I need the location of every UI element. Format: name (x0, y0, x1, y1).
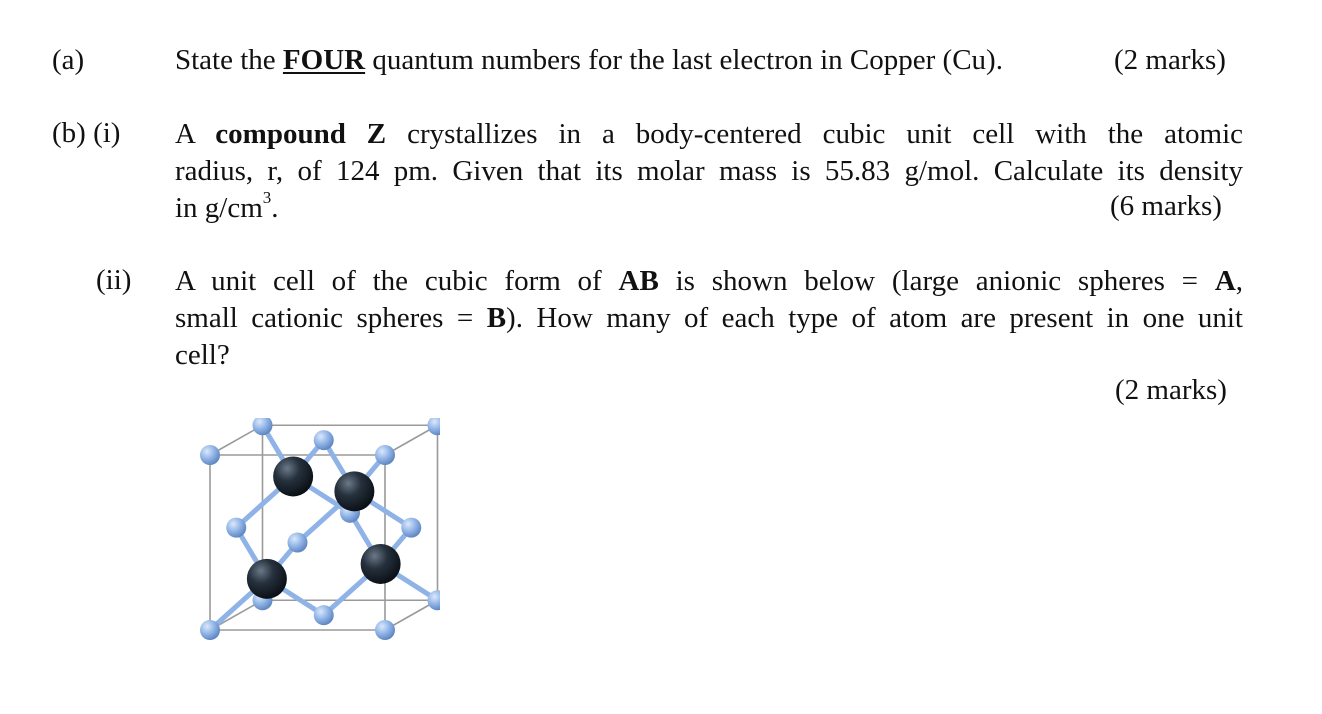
question-b-i-line-2: radius, r, of 124 pm. Given that its molar mass is 55.83 g/mol. Calculate its density (175, 155, 1243, 187)
question-b-ii-line-1: A unit cell of the cubic form of AB is shown below (large anionic spheres = A, (175, 265, 1244, 297)
question-b-i-text (175, 116, 1243, 227)
compound-z-bold: compound Z (215, 118, 387, 150)
question-b-i-line-1: A compound Z crystallizes in a body-centered cubic unit cell with the atomic (175, 118, 1244, 150)
question-a-text-post: quantum numbers for the last electron in Copper (Cu). (365, 44, 1003, 76)
large-sphere-b (247, 559, 287, 599)
question-b-ii-line-2: small cationic spheres = B). How many of each type of atom are present in one unit (175, 302, 1243, 334)
question-a-emphasis: FOUR (282, 44, 366, 76)
question-b-i-marks: (6 marks) (1110, 190, 1222, 222)
question-b-ii-label: (ii) (96, 264, 132, 296)
large-sphere-b (334, 471, 374, 511)
large-sphere-b (361, 544, 401, 584)
question-b-i-line-3: in $g/cm^3$. (175, 188, 279, 224)
small-sphere-a (314, 605, 334, 625)
question-b-i-label: (b) (i) (52, 117, 121, 149)
small-sphere-a (288, 533, 308, 553)
small-sphere-a (314, 430, 334, 450)
zinc-blende-unit-cell-figure (190, 418, 440, 658)
small-sphere-a (200, 445, 220, 465)
question-b-ii-marks: (2 marks) (1115, 374, 1227, 406)
question-a-label: (a) (52, 44, 85, 76)
question-a-marks: (2 marks) (1114, 44, 1226, 76)
small-sphere-a (375, 620, 395, 640)
cubed-superscript: 3 (262, 188, 272, 207)
small-sphere-a (401, 518, 421, 538)
small-sphere-a (200, 620, 220, 640)
small-sphere-a (428, 418, 441, 435)
small-sphere-a (375, 445, 395, 465)
small-sphere-a (226, 518, 246, 538)
question-b-ii-line-3: cell? (175, 339, 230, 371)
question-b-ii-text (175, 263, 1243, 374)
question-a-text (175, 44, 1003, 77)
large-sphere-b (273, 456, 313, 496)
question-a-text-pre: State the (175, 44, 283, 76)
